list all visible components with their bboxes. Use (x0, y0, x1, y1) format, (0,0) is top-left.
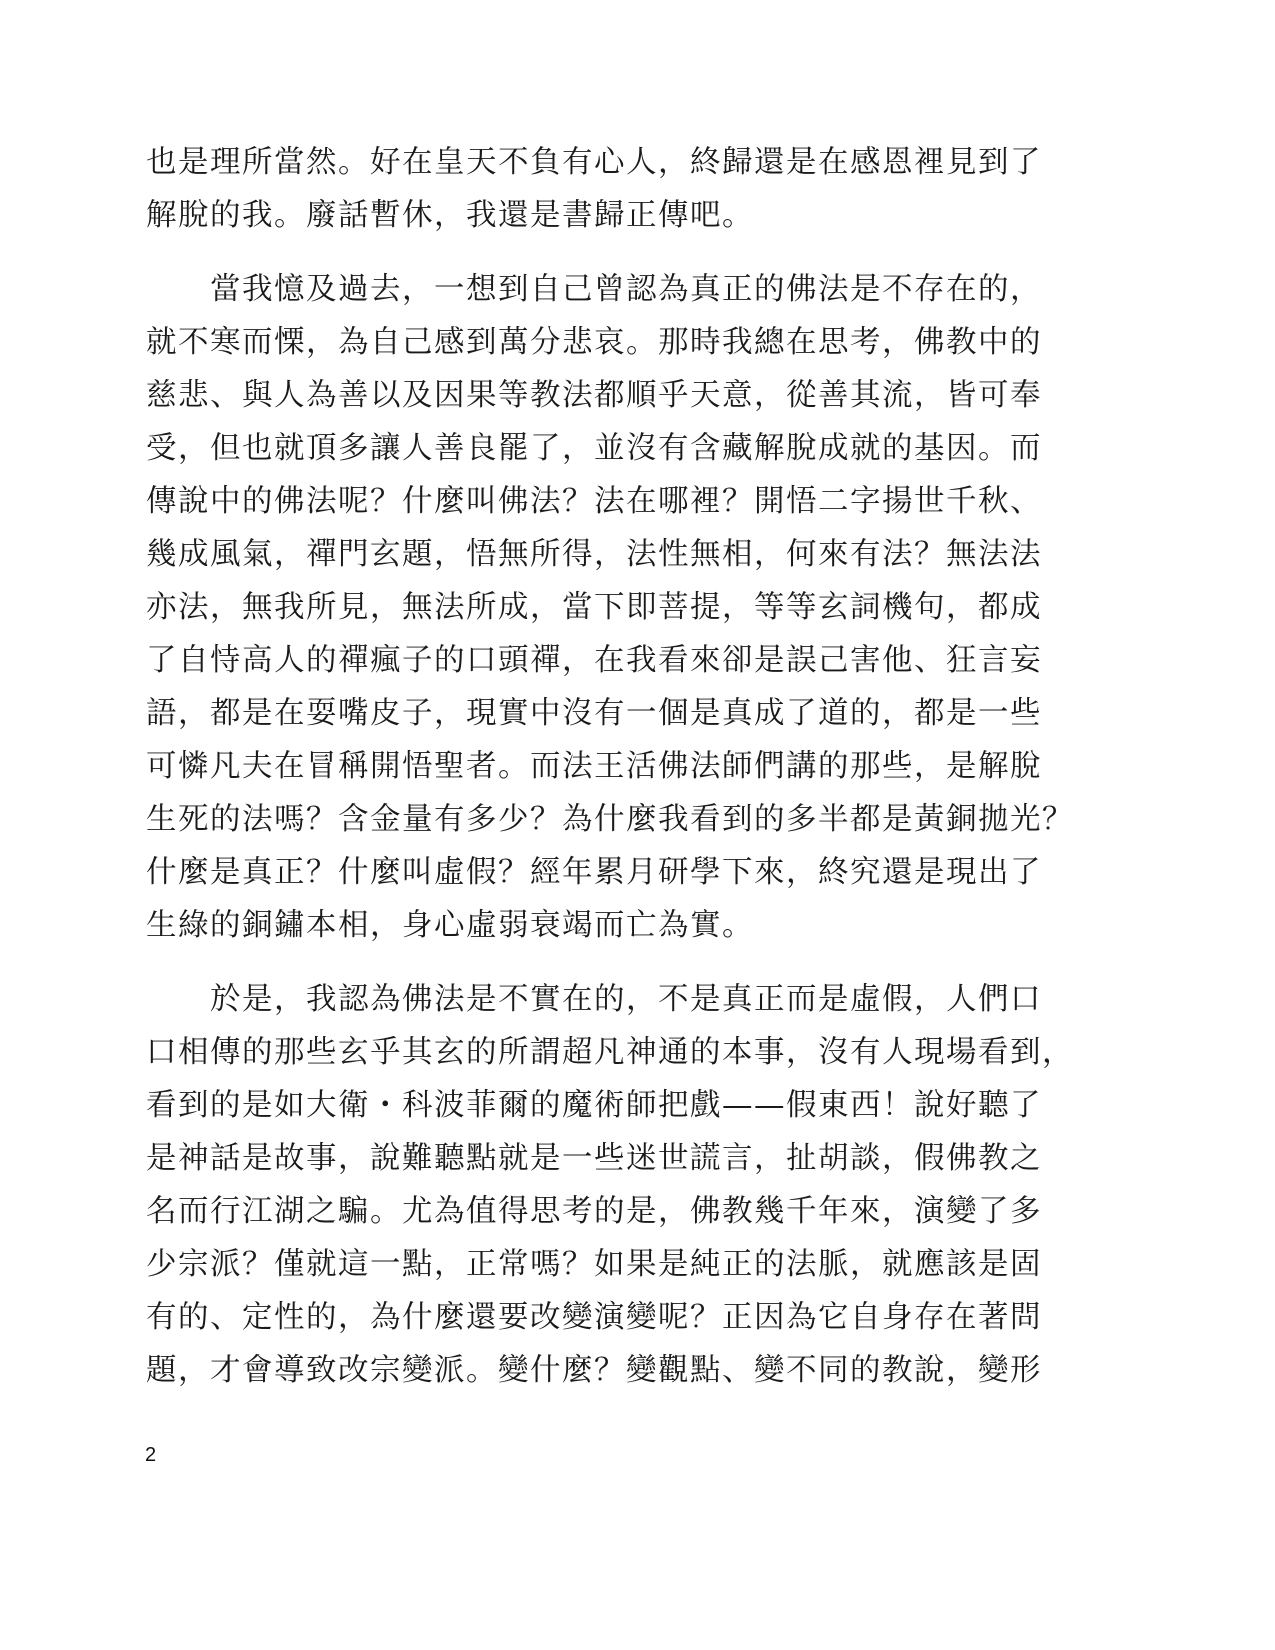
text-line: 也是理所當然。好在皇天不負有心人，終歸還是在感恩裡見到了 (146, 145, 1042, 180)
text-line: 生死的法嗎？含金量有多少？為什麼我看到的多半都是黃銅拋光？ (146, 802, 1074, 837)
paragraph-spacer (146, 242, 1146, 263)
text-line: 於是，我認為佛法是不實在的，不是真正而是虛假，人們口 (146, 982, 1042, 1017)
text-line: 亦法，無我所見，無法所成，當下即菩提，等等玄詞機句，都成 (146, 590, 1042, 625)
text-line: 可憐凡夫在冒稱開悟聖者。而法王活佛法師們講的那些，是解脫 (146, 749, 1042, 784)
text-line: 解脫的我。廢話暫休，我還是書歸正傳吧。 (146, 198, 754, 233)
text-line: 名而行江湖之騙。尤為值得思考的是，佛教幾千年來，演變了多 (146, 1194, 1042, 1229)
text-line: 傳說中的佛法呢？什麼叫佛法？法在哪裡？開悟二字揚世千秋、 (146, 484, 1042, 519)
text-line: 口相傳的那些玄乎其玄的所謂超凡神通的本事，沒有人現場看到， (146, 1035, 1074, 1070)
text-line: 有的、定性的，為什麼還要改變演變呢？正因為它自身存在著問 (146, 1300, 1042, 1335)
text-line: 慈悲、與人為善以及因果等教法都順乎天意，從善其流，皆可奉 (146, 378, 1042, 413)
text-line: 了自恃高人的禪瘋子的口頭禪，在我看來卻是誤己害他、狂言妄 (146, 643, 1042, 678)
paragraph (146, 263, 1146, 952)
body-text (146, 136, 1146, 1397)
text-line: 什麼是真正？什麼叫虛假？經年累月研學下來，終究還是現出了 (146, 855, 1042, 890)
text-line: 當我憶及過去，一想到自己曾認為真正的佛法是不存在的， (146, 272, 1042, 307)
text-line: 少宗派？僅就這一點，正常嗎？如果是純正的法脈，就應該是固 (146, 1247, 1042, 1282)
text-line: 幾成風氣，禪門玄題，悟無所得，法性無相，何來有法？無法法 (146, 537, 1042, 572)
page-number: 2 (145, 1444, 157, 1466)
paragraph (146, 973, 1146, 1397)
text-line: 生綠的銅鏽本相，身心虛弱衰竭而亡為實。 (146, 908, 754, 943)
paragraph-spacer (146, 952, 1146, 973)
text-line: 看到的是如大衛・科波菲爾的魔術師把戲——假東西！說好聽了 (146, 1088, 1042, 1123)
paragraph (146, 136, 1146, 242)
text-line: 是神話是故事，說難聽點就是一些迷世謊言，扯胡談，假佛教之 (146, 1141, 1042, 1176)
text-line: 題，才會導致改宗變派。變什麼？變觀點、變不同的教說，變形 (146, 1353, 1042, 1388)
text-line: 受，但也就頂多讓人善良罷了，並沒有含藏解脫成就的基因。而 (146, 431, 1042, 466)
text-line: 語，都是在耍嘴皮子，現實中沒有一個是真成了道的，都是一些 (146, 696, 1042, 731)
text-line: 就不寒而慄，為自己感到萬分悲哀。那時我總在思考，佛教中的 (146, 325, 1042, 360)
